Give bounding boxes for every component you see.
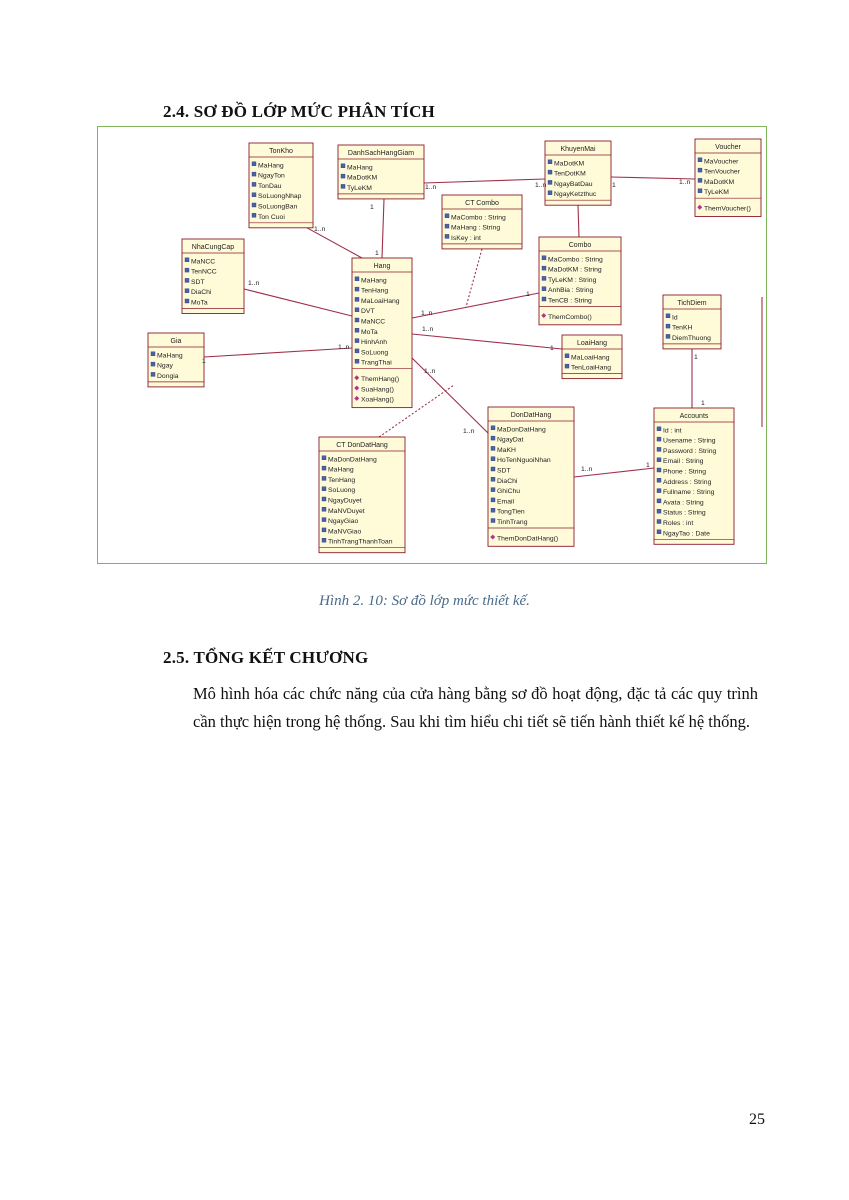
class-attribute: Ngay [157, 362, 173, 370]
attribute-icon [542, 266, 546, 270]
class-name: Combo [568, 242, 592, 249]
attribute-icon [491, 508, 495, 512]
class-operation: ThemVoucher() [704, 205, 751, 213]
attribute-icon [491, 488, 495, 492]
class-attribute: MaDotKM [347, 174, 378, 182]
class-attribute: AnhBia : String [548, 287, 594, 295]
section-title: TỔNG KẾT CHƯƠNG [193, 648, 369, 667]
attribute-icon [657, 468, 661, 472]
class-name: CT DonDatHang [336, 442, 388, 449]
attribute-icon [322, 476, 326, 480]
attribute-icon [542, 256, 546, 260]
attribute-icon [542, 287, 546, 291]
class-attribute: HoTenNguoiNhan [497, 457, 551, 465]
attribute-icon [322, 497, 326, 501]
class-combo [539, 237, 621, 325]
class-attribute: MaLoaiHang [571, 354, 610, 362]
class-attribute: Usename : String [663, 437, 716, 445]
multiplicity-label: 1..n [422, 326, 434, 333]
class-boxes [148, 139, 761, 553]
class-name: Gia [170, 338, 182, 345]
class-attribute: TrangThai [361, 359, 392, 367]
class-operation: ThemDonDatHang() [497, 535, 559, 543]
class-name: KhuyenMai [560, 146, 596, 153]
multiplicity-label: 1..n [338, 344, 350, 351]
class-attribute: NgayTon [258, 172, 285, 180]
class-attribute: TongTien [497, 508, 525, 516]
attribute-icon [666, 334, 670, 338]
class-attribute: Status : String [663, 509, 706, 517]
class-attribute: TyLeKM [704, 189, 729, 197]
attribute-icon [252, 172, 256, 176]
figure-caption: Hình 2. 10: Sơ đồ lớp mức thiết kế. [319, 593, 530, 609]
page-number: 25 [749, 1111, 765, 1128]
class-attribute: Password : String [663, 447, 717, 455]
class-attribute: MaHang : String [451, 224, 501, 232]
multiplicity-label: 1..n [424, 368, 436, 375]
attribute-icon [185, 278, 189, 282]
class-attribute: MaDonDatHang [328, 456, 377, 464]
class-attribute: SoLuongBan [258, 203, 298, 211]
attribute-icon [542, 276, 546, 280]
attribute-icon [185, 289, 189, 293]
class-attribute: TenHang [328, 476, 356, 484]
attribute-icon [491, 457, 495, 461]
attribute-icon [491, 436, 495, 440]
attribute-icon [252, 213, 256, 217]
class-attribute: TinhTrangThanhToan [328, 538, 393, 546]
class-attribute: Address : String [663, 478, 712, 486]
attribute-icon [151, 362, 155, 366]
section-number: 2.4. [163, 102, 190, 121]
class-operation: ThemCombo() [548, 313, 592, 321]
class-voucher [695, 139, 761, 217]
attribute-icon [445, 214, 449, 218]
attribute-icon [657, 458, 661, 462]
class-attribute: NgayBatDau [554, 180, 593, 188]
class-ctcombo [442, 195, 522, 249]
body-paragraph: Mô hình hóa các chức năng của cửa hàng bằng sơ đồ hoạt động, đặc tả các quy trình cần thực hiện trong hệ thống. Sau khi tìm hiểu chi tiết sẽ tiến hành thiết kế hệ thống. [193, 684, 758, 731]
class-attribute: TenKH [672, 324, 693, 332]
class-ctdondathang [319, 437, 405, 553]
attribute-icon [657, 447, 661, 451]
attribute-icon [355, 349, 359, 353]
section-title: SƠ ĐỒ LỚP MỨC PHÂN TÍCH [193, 102, 435, 121]
attribute-icon [445, 234, 449, 238]
attribute-icon [491, 446, 495, 450]
class-attribute: MaNVGiao [328, 528, 362, 536]
attribute-icon [657, 509, 661, 513]
class-attribute: TonDau [258, 182, 282, 190]
class-attribute: Id [672, 314, 678, 322]
class-attribute: TyLeKM [347, 184, 372, 192]
attribute-icon [252, 203, 256, 207]
attribute-icon [322, 456, 326, 460]
attribute-icon [322, 466, 326, 470]
class-attribute: MaHang [361, 277, 387, 285]
class-operation: ThemHang() [361, 376, 400, 383]
class-hang [352, 258, 412, 408]
class-attribute: NgayKetzthuc [554, 191, 597, 199]
attribute-icon [355, 328, 359, 332]
attribute-icon [355, 318, 359, 322]
attribute-icon [491, 467, 495, 471]
attribute-icon [548, 170, 552, 174]
class-attribute: SoLuong [328, 487, 356, 495]
class-attribute: MaNCC [361, 318, 386, 326]
class-gia [148, 333, 204, 387]
class-attribute: SDT [497, 467, 511, 475]
class-attribute: Id : int [663, 427, 682, 435]
attribute-icon [548, 160, 552, 164]
multiplicity-label: 1..n [581, 466, 593, 473]
class-attribute: SoLuong [361, 349, 389, 357]
class-attribute: MaLoaiHang [361, 297, 400, 305]
multiplicity-label: 1 [202, 358, 206, 365]
class-dondathang [488, 407, 574, 546]
attribute-icon [657, 478, 661, 482]
class-attribute: TenVoucher [704, 168, 740, 176]
multiplicity-label: 1..n [535, 182, 547, 189]
class-attribute: Email [497, 498, 514, 506]
class-attribute: DiaChi [497, 477, 518, 485]
class-attribute: Roles : int [663, 520, 694, 527]
class-attribute: NgayGiao [328, 518, 359, 526]
class-attribute: MaHang [258, 162, 284, 170]
class-attribute: MaHang [347, 164, 373, 172]
section-heading-2-5 [163, 648, 368, 668]
class-attribute: NgayDuyet [328, 497, 362, 505]
class-attribute: NgayDat [497, 436, 524, 444]
attribute-icon [341, 174, 345, 178]
multiplicity-label: 1 [694, 354, 698, 361]
class-name: Accounts [679, 413, 709, 420]
class-attribute: IsKey : int [451, 234, 481, 242]
attribute-icon [698, 178, 702, 182]
multiplicity-label: 1 [550, 345, 554, 352]
attribute-icon [565, 364, 569, 368]
class-attribute: MoTa [361, 328, 378, 336]
class-name: TichDiem [677, 300, 707, 307]
attribute-icon [657, 437, 661, 441]
multiplicity-label: 1 [370, 204, 374, 211]
class-attribute: GhiChu [497, 488, 521, 496]
attribute-icon [355, 359, 359, 363]
multiplicity-label: 1..n [679, 179, 691, 186]
class-attribute: MaDotKM [554, 160, 585, 168]
class-name: DonDatHang [510, 412, 552, 419]
attribute-icon [355, 277, 359, 281]
attribute-icon [542, 297, 546, 301]
class-attribute: TenLoaiHang [571, 364, 612, 372]
section-heading-2-4 [163, 102, 435, 122]
attribute-icon [698, 189, 702, 193]
attribute-icon [657, 427, 661, 431]
attribute-icon [322, 487, 326, 491]
class-attribute: SDT [191, 278, 205, 286]
attribute-icon [185, 268, 189, 272]
class-attribute: TyLeKM : String [548, 276, 597, 284]
class-attribute: MaCombo : String [548, 256, 603, 264]
class-diagram-figure [97, 126, 767, 564]
multiplicity-label: 1..n [314, 226, 326, 233]
class-attribute: SoLuongNhap [258, 193, 302, 201]
multiplicity-label: 1 [646, 462, 650, 469]
class-nhacungcap [182, 239, 244, 314]
attribute-icon [565, 354, 569, 358]
association-line [578, 205, 579, 237]
attribute-icon [491, 426, 495, 430]
dependency-line [466, 249, 482, 307]
attribute-icon [491, 498, 495, 502]
attribute-icon [445, 224, 449, 228]
attribute-icon [657, 520, 661, 524]
attribute-icon [322, 538, 326, 542]
class-attribute: MaNVDuyet [328, 507, 365, 515]
class-attribute: MaNCC [191, 258, 216, 266]
section-number: 2.5. [163, 648, 190, 667]
class-accounts [654, 408, 734, 544]
class-attribute: MaVoucher [704, 158, 739, 166]
attribute-icon [548, 180, 552, 184]
attribute-icon [151, 352, 155, 356]
class-attribute: Ton Cuoi [258, 213, 285, 221]
attribute-icon [491, 477, 495, 481]
class-name: LoaiHang [577, 340, 607, 347]
class-attribute: TenDotKM [554, 170, 586, 178]
multiplicity-label: 1..n [425, 184, 437, 191]
class-attribute: MaCombo : String [451, 214, 506, 222]
multiplicity-label: 1..n [421, 310, 433, 317]
attribute-icon [355, 339, 359, 343]
class-attribute: MaHang [328, 466, 354, 474]
class-name: TonKho [269, 148, 293, 155]
multiplicity-label: 1..n [463, 428, 475, 435]
class-name: Hang [373, 263, 391, 270]
association-line [382, 199, 384, 258]
class-attribute: MaDotKM [704, 178, 735, 186]
attribute-icon [698, 168, 702, 172]
attribute-icon [657, 530, 661, 534]
class-attribute: TenNCC [191, 268, 217, 276]
attribute-icon [252, 193, 256, 197]
multiplicity-label: 1 [375, 250, 379, 257]
attribute-icon [252, 182, 256, 186]
class-attribute: NgayTao : Date [663, 530, 710, 538]
attribute-icon [322, 528, 326, 532]
class-attribute: Email : String [663, 458, 704, 466]
attribute-icon [322, 507, 326, 511]
attribute-icon [185, 258, 189, 262]
class-attribute: MaKH [497, 446, 516, 454]
class-attribute: MaDonDatHang [497, 426, 546, 434]
multiplicity-label: 1 [526, 291, 530, 298]
class-name: NhaCungCap [191, 244, 235, 251]
class-attribute: TenHang [361, 287, 389, 295]
class-diagram [98, 127, 768, 565]
class-operation: SuaHang() [361, 386, 394, 394]
attribute-icon [355, 287, 359, 291]
association-line [424, 179, 545, 183]
attribute-icon [666, 324, 670, 328]
class-operation: XoaHang() [361, 396, 394, 404]
attribute-icon [322, 518, 326, 522]
class-attribute: Fullname : String [663, 489, 715, 497]
class-attribute: MaDotKM : String [548, 266, 602, 274]
class-name: Voucher [715, 144, 741, 151]
association-line [412, 334, 562, 349]
multiplicity-label: 1 [701, 400, 705, 407]
class-name: DanhSachHangGiam [347, 150, 415, 157]
attribute-icon [657, 489, 661, 493]
association-line [244, 289, 352, 316]
attribute-icon [185, 299, 189, 303]
class-attribute: Phone : String [663, 468, 707, 476]
association-line [204, 348, 352, 357]
class-attribute: TinhTrang [497, 519, 528, 526]
class-attribute: TenCB : String [548, 297, 592, 305]
class-loaihang [562, 335, 622, 379]
attribute-icon [666, 314, 670, 318]
class-attribute: DiemThuong [672, 334, 711, 342]
attribute-icon [341, 184, 345, 188]
attribute-icon [355, 308, 359, 312]
class-tonkho [249, 143, 313, 228]
class-khuyenmai [545, 141, 611, 205]
attribute-icon [355, 297, 359, 301]
class-dshg [338, 145, 424, 199]
attribute-icon [252, 162, 256, 166]
attribute-icon [151, 372, 155, 376]
attribute-icon [698, 158, 702, 162]
attribute-icon [657, 499, 661, 503]
multiplicity-label: 1..n [248, 280, 260, 287]
class-attribute: MoTa [191, 299, 208, 307]
class-attribute: DVT [361, 308, 375, 316]
class-attribute: HinhAnh [361, 339, 388, 347]
attribute-icon [548, 191, 552, 195]
class-attribute: Avata : String [663, 499, 704, 507]
class-attribute: MaHang [157, 352, 183, 360]
class-attribute: DiaChi [191, 289, 212, 297]
class-attribute: Dongia [157, 372, 179, 380]
multiplicity-label: 1 [612, 182, 616, 189]
class-name: CT Combo [465, 200, 499, 207]
class-tichdiem [663, 295, 721, 349]
attribute-icon [341, 164, 345, 168]
attribute-icon [491, 519, 495, 523]
